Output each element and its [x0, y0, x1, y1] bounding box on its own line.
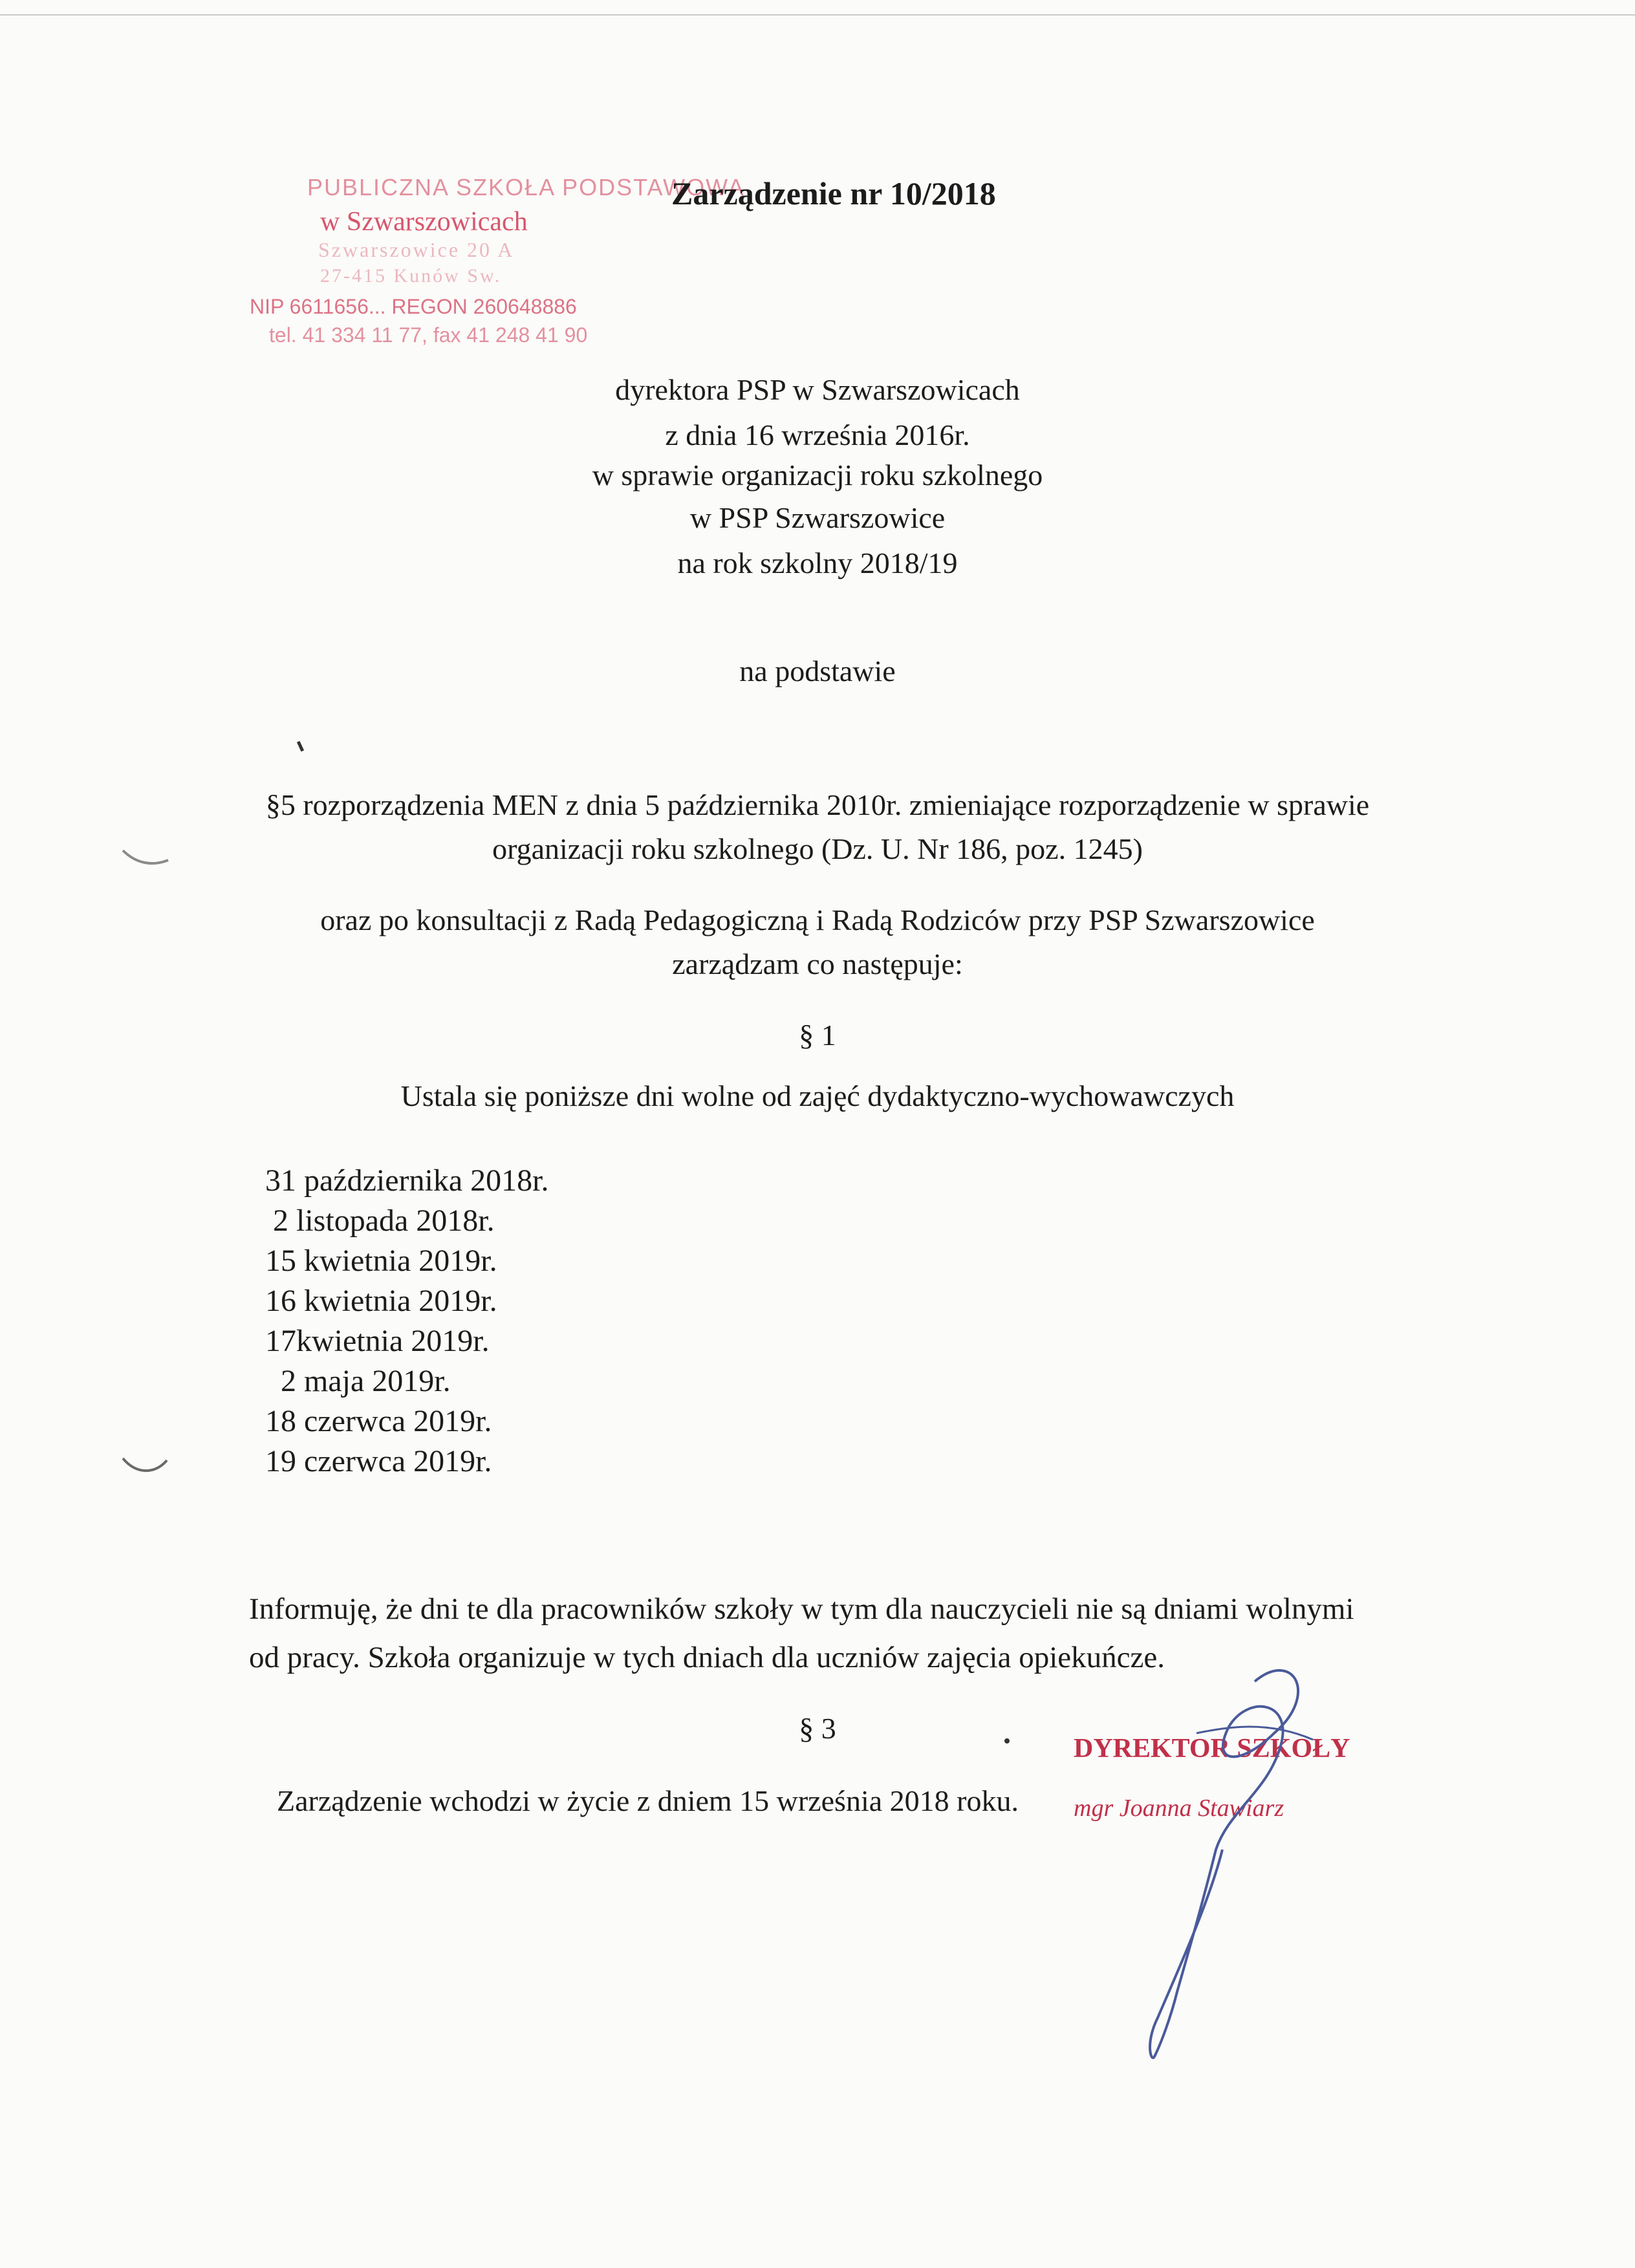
header-line-5: na rok szkolny 2018/19: [677, 546, 958, 579]
document-title: Zarządzenie nr 10/2018: [671, 175, 996, 211]
free-day-item: 18 czerwca 2019r.: [265, 1404, 492, 1438]
school-stamp: [246, 174, 745, 347]
handwritten-signature: [1099, 1656, 1371, 2173]
section-3-heading: § 3: [799, 1712, 836, 1745]
scan-speck: [297, 741, 304, 752]
scan-edge-line: [0, 14, 1635, 16]
free-day-item: 31 października 2018r.: [265, 1163, 549, 1198]
stamp-line-postcode: 27-415 Kunów Sw.: [320, 265, 502, 286]
free-day-item: 16 kwietnia 2019r.: [265, 1284, 497, 1318]
stamp-line-town: w Szwarszowicach: [320, 207, 528, 237]
free-days-list: [265, 1161, 549, 1482]
basis-line-1: §5 rozporządzenia MEN z dnia 5 października 2010r. zmieniające rozporządzenie w sprawie: [265, 788, 1370, 821]
free-day-item: 19 czerwca 2019r.: [265, 1444, 492, 1478]
section-3-text: Zarządzenie wchodzi w życie z dniem 15 września 2018 roku.: [277, 1784, 1019, 1817]
free-day-item: 2 listopada 2018r.: [265, 1204, 495, 1238]
header-line-3: w sprawie organizacji roku szkolnego: [592, 459, 1043, 491]
section-2-line-1: Informuję, że dni te dla pracowników szkoły w tym dla nauczycieli nie są dniami wolnymi: [249, 1592, 1354, 1626]
free-day-item: 15 kwietnia 2019r.: [265, 1244, 497, 1278]
section-1-text: Ustala się poniższe dni wolne od zajęć dydaktyczno-wychowawczych: [400, 1079, 1235, 1112]
free-day-item: 17kwietnia 2019r.: [265, 1324, 490, 1358]
basis-label: na podstawie: [739, 654, 896, 687]
section-2-line-2: od pracy. Szkoła organizuje w tych dniach dla uczniów zajęcia opiekuńcze.: [249, 1641, 1165, 1674]
header-line-1: dyrektora PSP w Szwarszowicach: [615, 373, 1020, 406]
free-day-item: 2 maja 2019r.: [265, 1364, 451, 1398]
stamp-line-school: PUBLICZNA SZKOŁA PODSTAWOWA: [307, 174, 745, 200]
scan-speck: [1004, 1738, 1010, 1744]
director-role: DYREKTOR SZKOŁY: [1074, 1734, 1350, 1764]
stamp-line-nip-regon: NIP 6611656... REGON 260648886: [250, 295, 577, 318]
basis-line-2: organizacji roku szkolnego (Dz. U. Nr 186, poz. 1245): [492, 832, 1143, 865]
header-line-4: w PSP Szwarszowice: [689, 501, 946, 534]
section-1-heading: § 1: [799, 1019, 836, 1052]
stamp-line-phone: tel. 41 334 11 77, fax 41 248 41 90: [269, 323, 588, 347]
basis-line-3: oraz po konsultacji z Radą Pedagogiczną i Radą Rodziców przy PSP Szwarszowice: [320, 903, 1315, 936]
stamp-line-address: Szwarszowice 20 A: [318, 238, 515, 261]
basis-line-4: zarządzam co następuje:: [672, 947, 963, 980]
header-line-2: z dnia 16 września 2016r.: [665, 418, 970, 451]
scan-mark: [116, 841, 175, 873]
director-name: mgr Joanna Stawiarz: [1074, 1795, 1284, 1822]
scan-mark: [116, 1449, 175, 1481]
